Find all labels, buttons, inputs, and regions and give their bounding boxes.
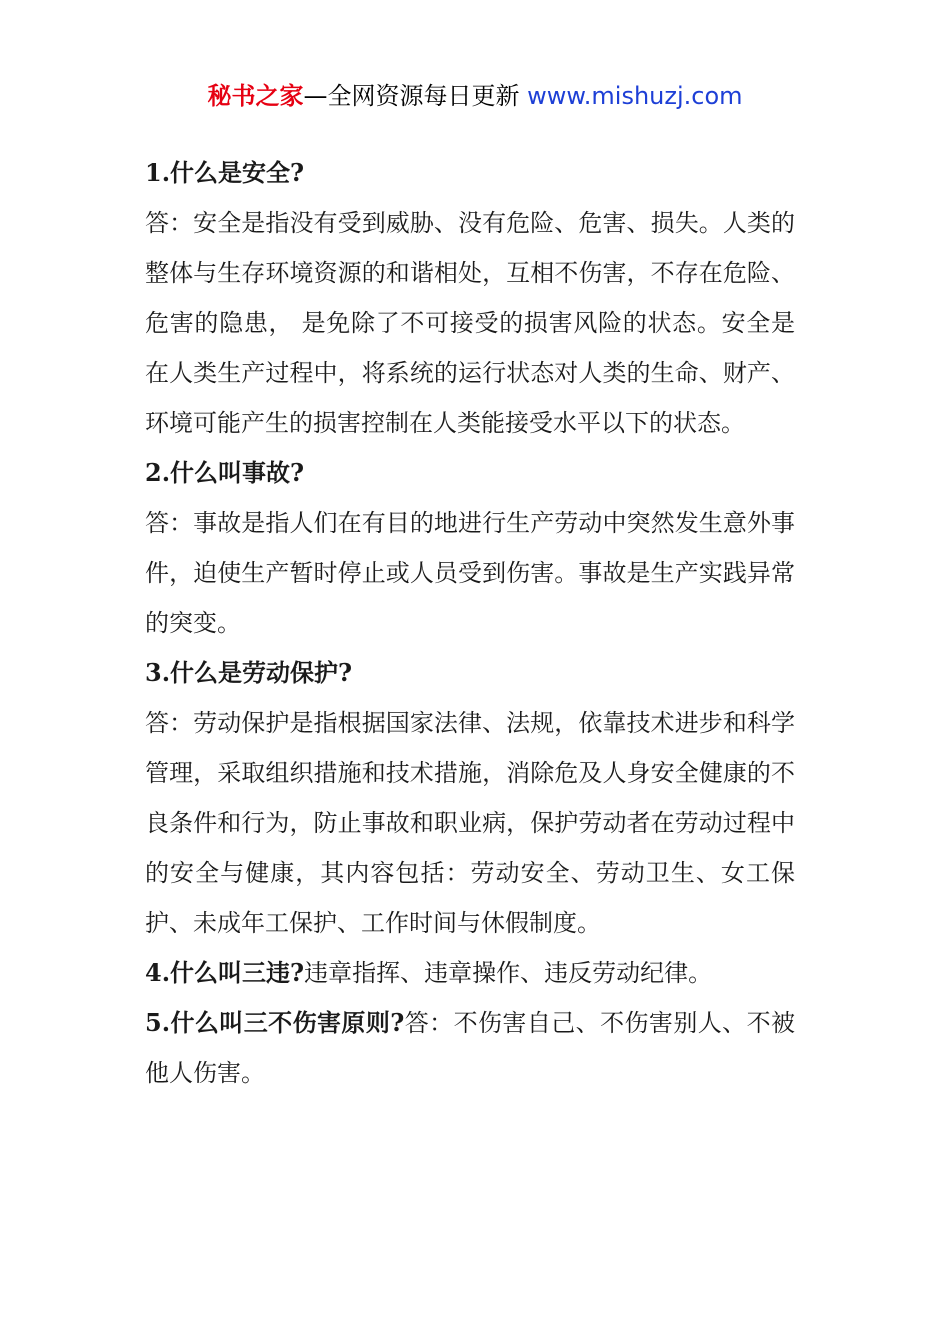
answer-3: 答：劳动保护是指根据国家法律、法规，依靠技术进步和科学管理，采取组织措施和技术措施，消除危及人身安全健康的不良条件和行为，防止事故和职业病，保护劳动者在劳动过程中的安全与健康，其内容包括：劳动安全、劳动卫生、女工保护、未成年工保护、工作时间与休假制度。 bbox=[145, 709, 795, 937]
answer-5: 答：不伤害自己、不伤害别人、不被他人伤害。 bbox=[145, 1009, 796, 1087]
header-tagline: —全网资源每日更新 bbox=[303, 82, 528, 110]
qa-item-4 bbox=[145, 948, 795, 998]
qa-item-5 bbox=[145, 998, 795, 1098]
answer-4: 违章指挥、违章操作、违反劳动纪律。 bbox=[304, 959, 713, 987]
answer-2: 答：事故是指人们在有目的地进行生产劳动中突然发生意外事件，迫使生产暂时停止或人员受到伤害。事故是生产实践异常的突变。 bbox=[145, 509, 795, 637]
document-body bbox=[145, 148, 795, 1098]
question-5: 5.什么叫三不伤害原则? bbox=[145, 1008, 405, 1037]
page-header bbox=[0, 80, 950, 112]
answer-1: 答：安全是指没有受到威胁、没有危险、危害、损失。人类的整体与生存环境资源的和谐相处，互相不伤害，不存在危险、危害的隐患， 是免除了不可接受的损害风险的状态。安全是在人类生产过程中，将系统的运行状态对人类的生命、财产、环境可能产生的损害控制在人类能接受水平以下的状态。 bbox=[145, 209, 795, 437]
question-4: 4.什么叫三违? bbox=[145, 958, 305, 987]
question-2: 2.什么叫事故? bbox=[145, 458, 305, 487]
question-3: 3.什么是劳动保护? bbox=[145, 658, 353, 687]
site-url-link[interactable]: www.mishuzj.com bbox=[527, 82, 743, 110]
brand-name: 秘书之家 bbox=[207, 82, 304, 110]
question-1: 1.什么是安全? bbox=[145, 158, 305, 187]
